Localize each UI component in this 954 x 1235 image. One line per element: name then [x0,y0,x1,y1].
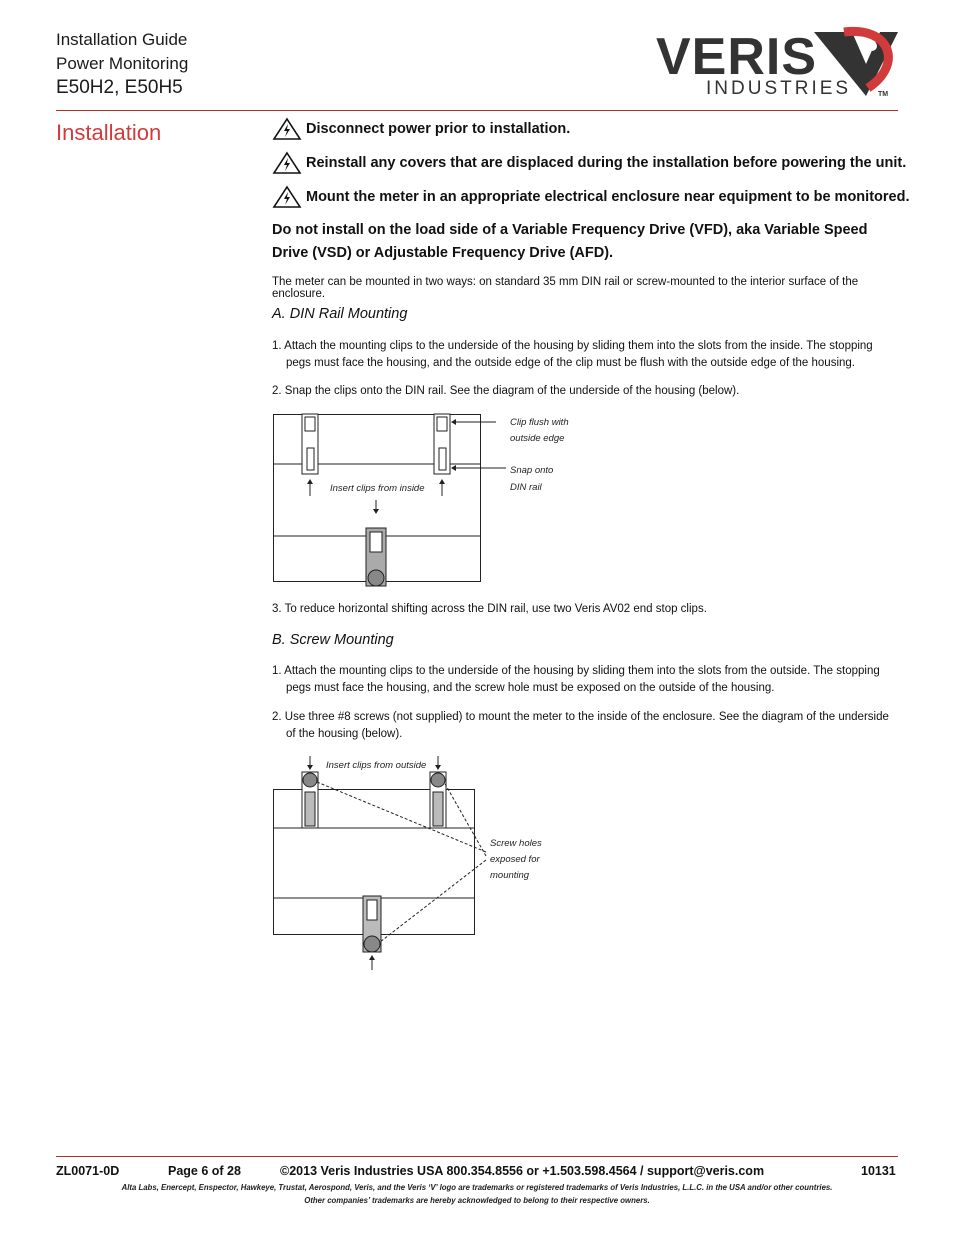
header-title-block [56,28,188,100]
din-step-2: 2. Snap the clips onto the DIN rail. See the diagram of the underside of the housing (below). [272,385,740,397]
vfd-warning: Do not install on the load side of a Variable Frequency Drive (VFD), aka Variable Speed Drive (VSD) or Adjustable Frequency Drive (AFD). [272,222,868,261]
screw-step-1: 1. Attach the mounting clips to the underside of the housing by sliding them into the slots from the outside. The stopping pegs must face the housing, and the screw hole must be exposed on the outside of the housing. [272,665,880,694]
model-numbers: E50H2, E50H5 [56,77,183,98]
din-insert-label: Insert clips from inside [330,483,425,494]
logo-sub: INDUSTRIES [706,78,852,99]
warning-text: Disconnect power prior to installation. [306,121,571,137]
warning-1 [272,117,570,141]
clip-bottom [363,896,381,952]
clip-right [430,772,446,828]
screw-heading: B. Screw Mounting [272,632,394,648]
footer-rule [56,1156,898,1157]
arrow-down-icon [307,765,313,770]
screw-step-1-wrap [272,663,892,697]
holes-label-3: mounting [490,870,530,881]
section-title: Installation [56,120,162,145]
screw-insert-label: Insert clips from outside [326,760,427,771]
clip-left [302,772,318,828]
clip-right [434,414,450,474]
electrical-hazard-icon [272,185,302,209]
din-step-2-wrap [272,383,892,400]
veris-logo [654,24,900,104]
contact-line: ©2013 Veris Industries USA 800.354.8556 or +1.503.598.4564 / support@veris.com [280,1164,765,1178]
snap-label-1: Snap onto [510,465,554,476]
arrow-down-icon [373,509,379,514]
trademark-line-1: Alta Labs, Enercept, Enspector, Hawkeye, Trustat, Aerospond, Veris, and the Veris ‘V’ logo are trademarks or registered trademarks of Veris Industries, L.L.C. in the USA and/or other countries. [121,1183,833,1192]
page-number: Page 6 of 28 [168,1164,241,1178]
arrow-left-icon [451,419,456,425]
warning-2 [272,151,906,175]
clip-flush-label-2: outside edge [510,433,565,444]
warning-3 [272,185,909,209]
din-step-1: 1. Attach the mounting clips to the underside of the housing by sliding them into the slots from the inside. The stopping pegs must face the housing, and the outside edge of the clip must be flush with the outside edge of the housing. [272,340,873,369]
warning-text: Mount the meter in an appropriate electrical enclosure near equipment to be monitored. [306,189,910,205]
doc-type: Installation Guide [56,30,188,49]
arrow-down-icon [435,765,441,770]
arrow-up-icon [369,955,375,960]
arrow-up-icon [439,479,445,484]
electrical-hazard-icon [272,151,302,175]
screw-step-2-wrap [272,709,892,743]
header-rule [56,110,898,111]
trademark-line-2: Other companies’ trademarks are hereby acknowledged to belong to their respective owners. [304,1196,650,1205]
clip-bottom [366,528,386,586]
doc-id: ZL0071-0D [56,1164,120,1178]
logo-tm: TM [878,91,889,98]
logo-dot-icon [867,41,877,51]
product-name: Power Monitoring [56,54,189,73]
screw-step-2: 2. Use three #8 screws (not supplied) to mount the meter to the inside of the enclosure. See the diagram of the underside of the housing (below). [272,711,889,740]
warning-text: Reinstall any covers that are displaced during the installation before powering the unit. [306,155,907,171]
din-rail-diagram [272,408,592,590]
din-step-3: 3. To reduce horizontal shifting across the DIN rail, use two Veris AV02 end stop clips. [272,603,707,615]
clip-flush-label-1: Clip flush with [510,417,569,428]
arrow-up-icon [307,479,313,484]
callout-lines [317,782,486,942]
arrow-left-icon [451,465,456,471]
logo-word: VERIS [656,28,818,86]
din-step-3-wrap [272,601,892,618]
doc-code: 10131 [861,1164,896,1178]
holes-label-2: exposed for [490,854,540,865]
din-step-1-wrap [272,338,892,372]
snap-label-2: DIN rail [510,482,542,493]
electrical-hazard-icon [272,117,302,141]
mounting-intro: The meter can be mounted in two ways: on standard 35 mm DIN rail or screw-mounted to the interior surface of the enclosure. [272,276,859,300]
screw-mount-diagram [272,752,572,974]
holes-label-1: Screw holes [490,838,542,849]
clip-left [302,414,318,474]
din-heading: A. DIN Rail Mounting [272,306,408,322]
